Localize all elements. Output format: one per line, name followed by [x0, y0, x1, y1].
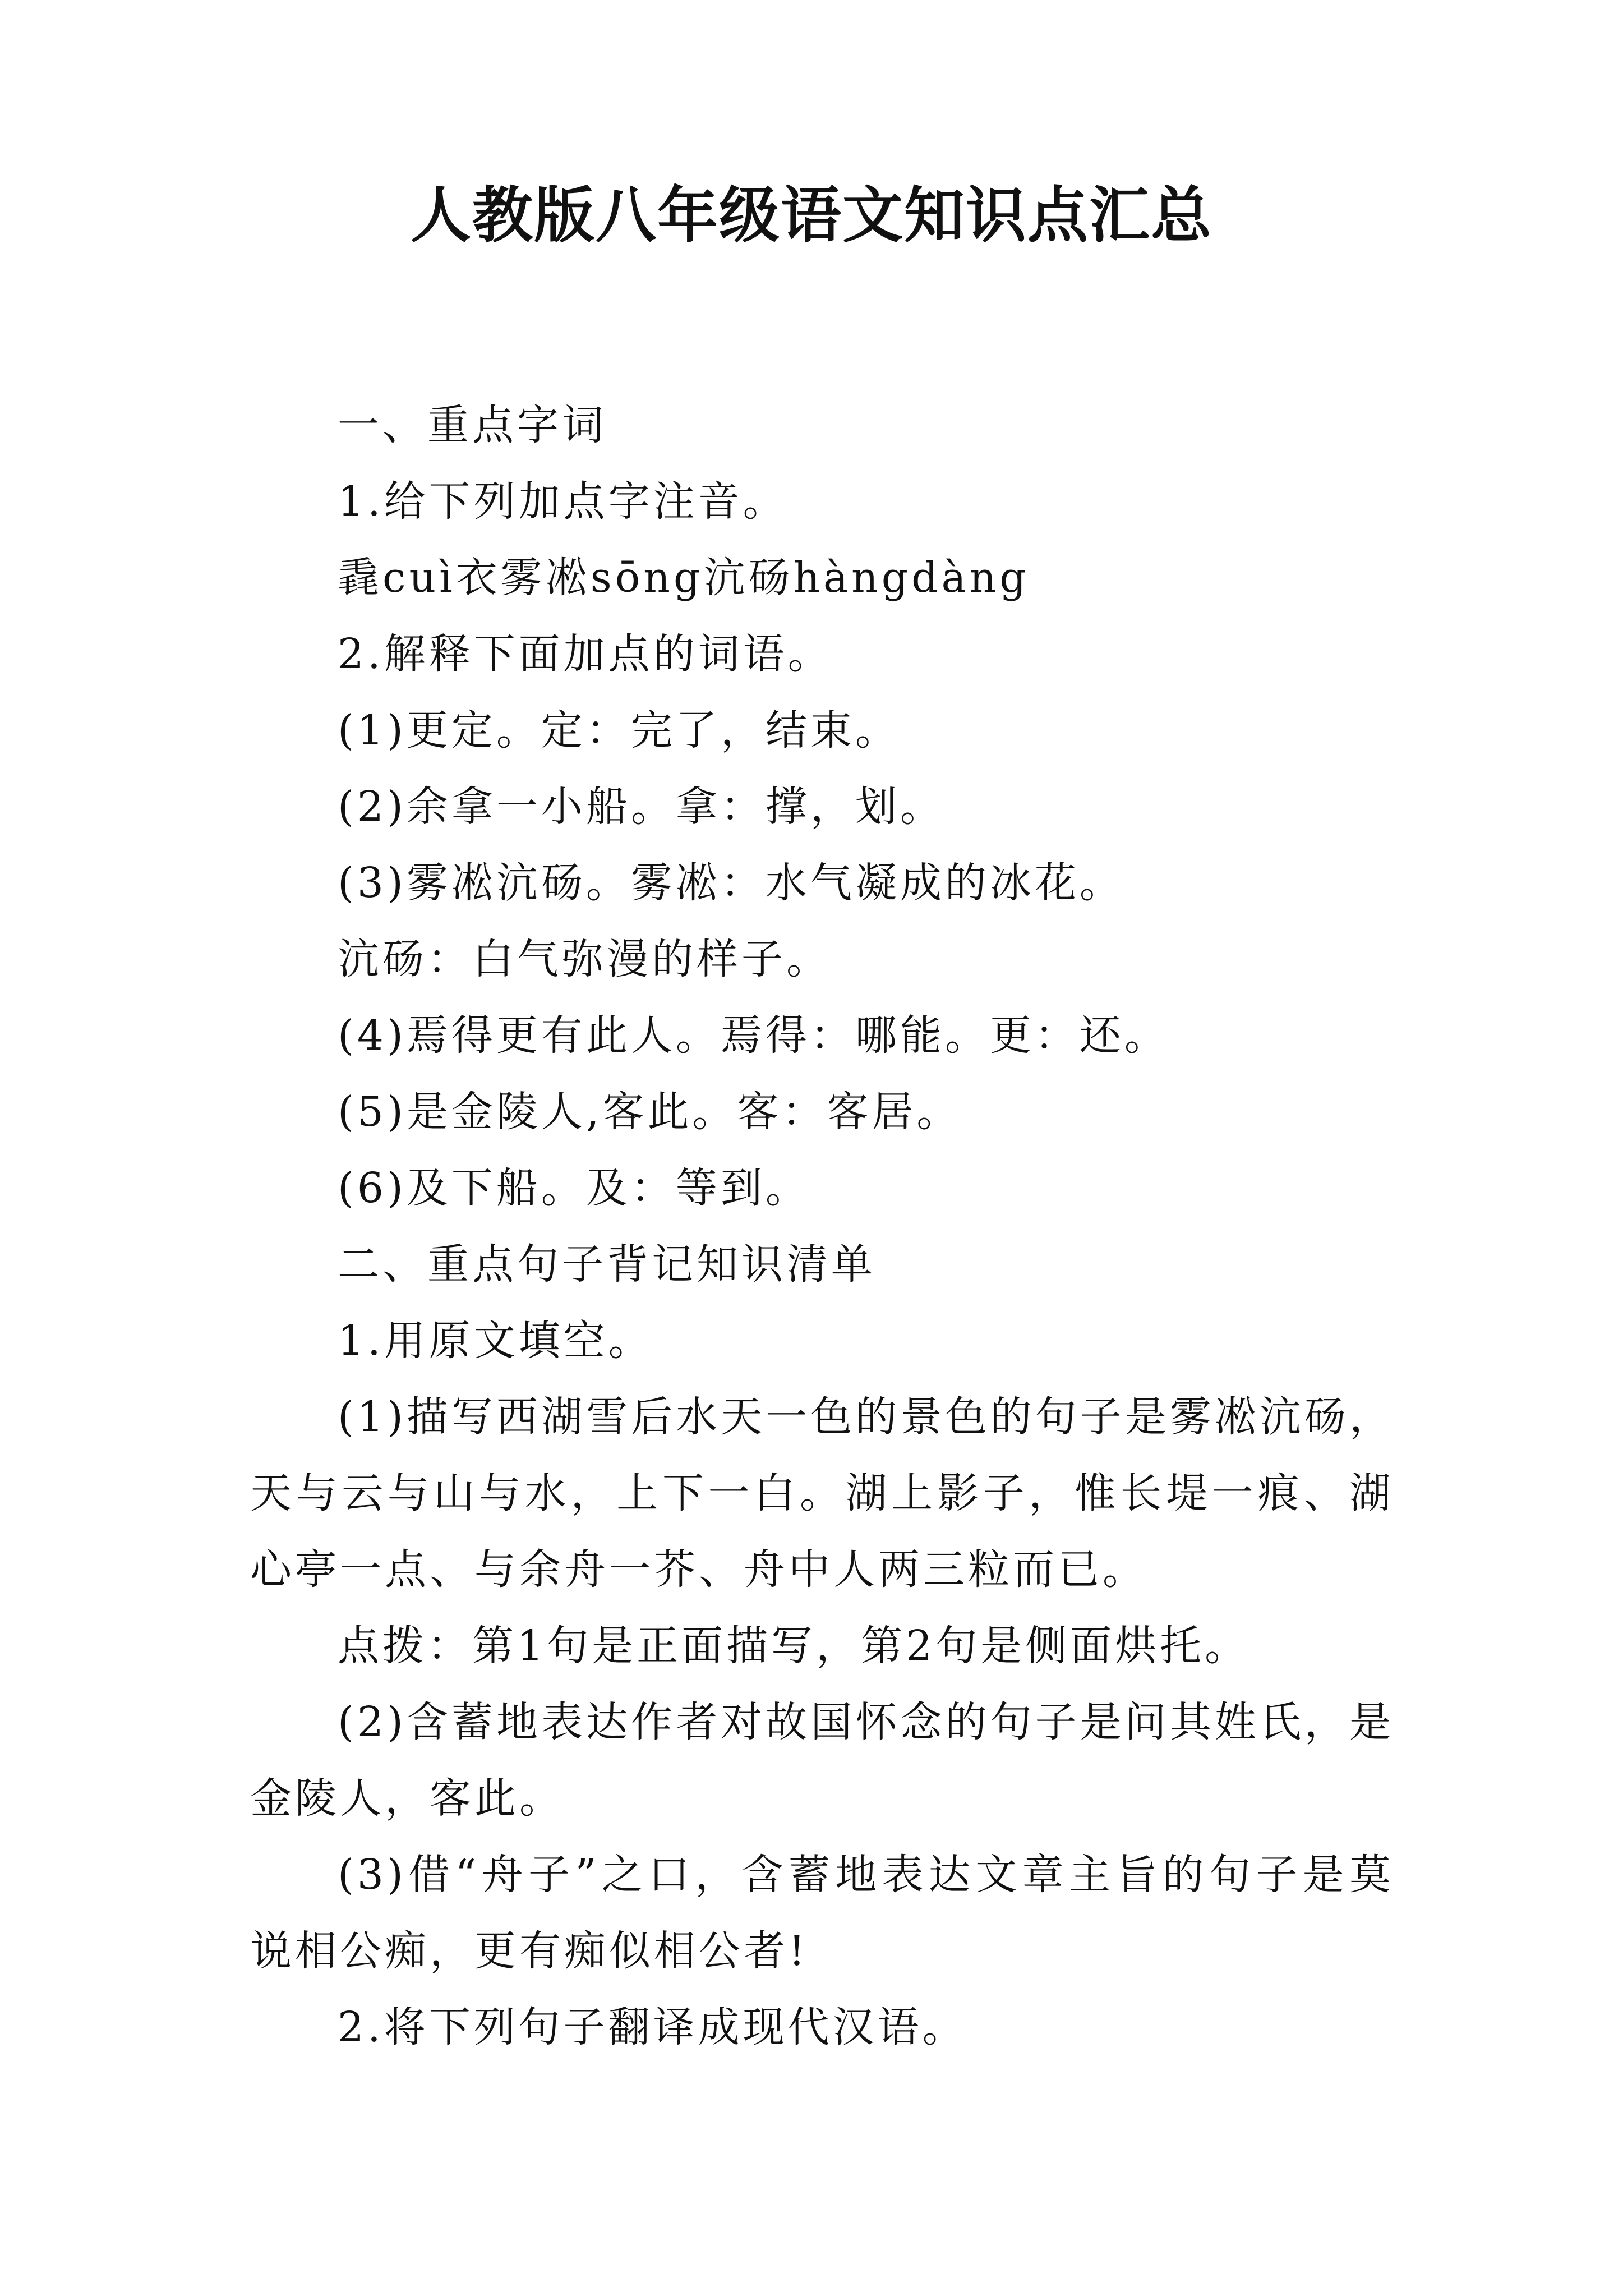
explain-item-3-continued: 沆砀：白气弥漫的样子。: [338, 935, 831, 983]
question-fill-blanks: 1.用原文填空。: [338, 1317, 653, 1365]
fill-item-3: (3)借“舟子”之口，含蓄地表达文章主旨的句子是莫说相公痴，更有痴似相公者!: [250, 1851, 1394, 1975]
section-heading-key-sentences: 二、重点句子背记知识清单: [338, 1240, 876, 1289]
explain-item-1: (1)更定。定：完了，结束。: [338, 706, 900, 754]
explain-item-4: (4)焉得更有此人。焉得：哪能。更：还。: [338, 1011, 1169, 1060]
question-translate: 2.将下列句子翻译成现代汉语。: [338, 2003, 967, 2051]
fill-item-2: (2)含蓄地表达作者对故国怀念的句子是问其姓氏，是金陵人，客此。: [250, 1698, 1394, 1823]
question-explain-words: 2.解释下面加点的词语。: [338, 630, 833, 678]
explain-item-2: (2)余拿一小船。拿：撑，划。: [338, 783, 945, 831]
explain-item-3: (3)雾凇沆砀。雾凇：水气凝成的冰花。: [338, 859, 1124, 907]
document-body: [250, 387, 1394, 2065]
document-title: 人教版八年级语文知识点汇总: [410, 180, 1212, 251]
section-heading-key-words: 一、重点字词: [338, 401, 607, 449]
question-pinyin: 1.给下列加点字注音。: [338, 477, 788, 526]
explain-item-5: (5)是金陵人,客此。客：客居。: [338, 1088, 962, 1136]
fill-item-1: (1)描写西湖雪后水天一色的景色的句子是雾凇沆砀，天与云与山与水，上下一白。湖上影子，惟长堤一痕、湖心亭一点、与余舟一芥、舟中人两三粒而已。: [250, 1393, 1394, 1594]
explain-item-6: (6)及下船。及：等到。: [338, 1164, 810, 1212]
pinyin-answers: 毳cuì衣雾凇sōng沆砀hàngdàng: [338, 554, 1030, 602]
fill-item-1-note: 点拨：第1句是正面描写，第2句是侧面烘托。: [338, 1622, 1250, 1670]
